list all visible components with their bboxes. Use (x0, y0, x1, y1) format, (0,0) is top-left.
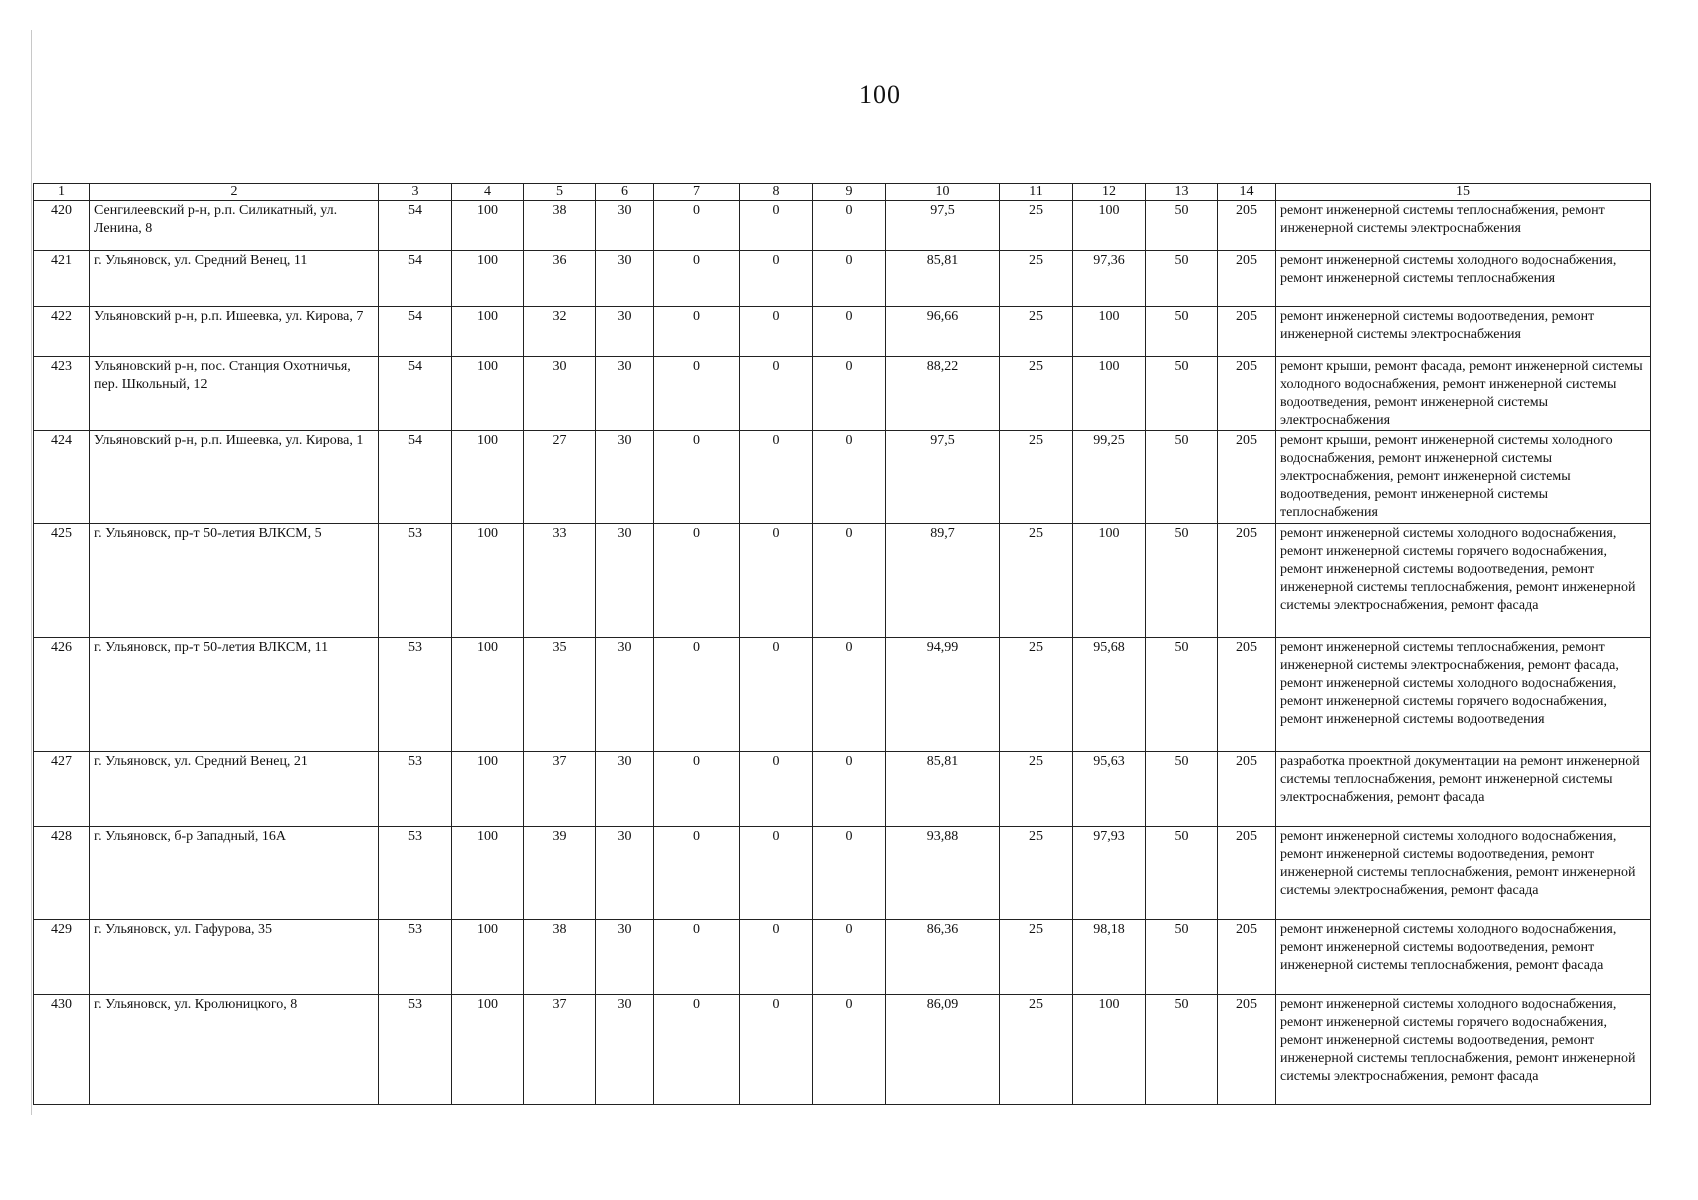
value-cell-col-9: 0 (813, 995, 886, 1105)
works-description-cell: ремонт крыши, ремонт фасада, ремонт инженерной системы холодного водоснабжения, ремонт инженерной системы водоотведения, ремонт инженерной системы электроснабжения (1276, 357, 1651, 431)
header-col-1: 1 (34, 184, 90, 201)
value-cell-col-3: 53 (379, 638, 452, 752)
value-cell-col-12: 100 (1073, 995, 1146, 1105)
value-cell-col-11: 25 (1000, 431, 1073, 524)
value-cell-col-7: 0 (654, 638, 740, 752)
value-cell-col-13: 50 (1146, 638, 1218, 752)
header-col-6: 6 (596, 184, 654, 201)
value-cell-col-14: 205 (1218, 827, 1276, 920)
value-cell-col-12: 99,25 (1073, 431, 1146, 524)
value-cell-col-13: 50 (1146, 995, 1218, 1105)
value-cell-col-9: 0 (813, 431, 886, 524)
row-number-cell: 427 (34, 752, 90, 827)
value-cell-col-5: 33 (524, 524, 596, 638)
value-cell-col-10: 88,22 (886, 357, 1000, 431)
value-cell-col-11: 25 (1000, 920, 1073, 995)
header-col-14: 14 (1218, 184, 1276, 201)
address-cell: Ульяновский р-н, р.п. Ишеевка, ул. Кирова, 1 (90, 431, 379, 524)
row-number-cell: 422 (34, 307, 90, 357)
value-cell-col-7: 0 (654, 431, 740, 524)
table-row (34, 251, 1651, 307)
value-cell-col-3: 54 (379, 431, 452, 524)
value-cell-col-7: 0 (654, 307, 740, 357)
works-description-cell: ремонт инженерной системы теплоснабжения, ремонт инженерной системы электроснабжения (1276, 201, 1651, 251)
value-cell-col-5: 38 (524, 920, 596, 995)
value-cell-col-9: 0 (813, 201, 886, 251)
address-cell: Ульяновский р-н, пос. Станция Охотничья, пер. Школьный, 12 (90, 357, 379, 431)
value-cell-col-5: 38 (524, 201, 596, 251)
value-cell-col-13: 50 (1146, 524, 1218, 638)
header-col-11: 11 (1000, 184, 1073, 201)
value-cell-col-5: 35 (524, 638, 596, 752)
value-cell-col-11: 25 (1000, 251, 1073, 307)
address-cell: г. Ульяновск, б-р Западный, 16А (90, 827, 379, 920)
value-cell-col-4: 100 (452, 431, 524, 524)
value-cell-col-8: 0 (740, 827, 813, 920)
row-number-cell: 423 (34, 357, 90, 431)
value-cell-col-6: 30 (596, 357, 654, 431)
value-cell-col-12: 95,68 (1073, 638, 1146, 752)
value-cell-col-4: 100 (452, 638, 524, 752)
value-cell-col-9: 0 (813, 920, 886, 995)
value-cell-col-6: 30 (596, 995, 654, 1105)
value-cell-col-11: 25 (1000, 995, 1073, 1105)
value-cell-col-14: 205 (1218, 357, 1276, 431)
row-number-cell: 426 (34, 638, 90, 752)
value-cell-col-6: 30 (596, 920, 654, 995)
value-cell-col-10: 97,5 (886, 201, 1000, 251)
value-cell-col-7: 0 (654, 357, 740, 431)
value-cell-col-8: 0 (740, 752, 813, 827)
value-cell-col-4: 100 (452, 752, 524, 827)
header-col-10: 10 (886, 184, 1000, 201)
value-cell-col-9: 0 (813, 251, 886, 307)
value-cell-col-9: 0 (813, 524, 886, 638)
address-cell: г. Ульяновск, ул. Средний Венец, 21 (90, 752, 379, 827)
table-row (34, 827, 1651, 920)
value-cell-col-4: 100 (452, 201, 524, 251)
value-cell-col-11: 25 (1000, 357, 1073, 431)
row-number-cell: 420 (34, 201, 90, 251)
registry-table (33, 183, 1651, 1105)
value-cell-col-14: 205 (1218, 995, 1276, 1105)
value-cell-col-11: 25 (1000, 827, 1073, 920)
value-cell-col-5: 36 (524, 251, 596, 307)
address-cell: г. Ульяновск, ул. Гафурова, 35 (90, 920, 379, 995)
value-cell-col-8: 0 (740, 431, 813, 524)
address-cell: г. Ульяновск, ул. Кролюницкого, 8 (90, 995, 379, 1105)
value-cell-col-8: 0 (740, 307, 813, 357)
value-cell-col-14: 205 (1218, 307, 1276, 357)
value-cell-col-7: 0 (654, 827, 740, 920)
value-cell-col-11: 25 (1000, 524, 1073, 638)
value-cell-col-14: 205 (1218, 201, 1276, 251)
works-description-cell: ремонт инженерной системы холодного водоснабжения, ремонт инженерной системы горячего водоснабжения, ремонт инженерной системы водоотведения, ремонт инженерной системы теплоснабжения, ремонт инженерной системы электроснабжения, ремонт фасада (1276, 995, 1651, 1105)
value-cell-col-3: 53 (379, 995, 452, 1105)
value-cell-col-5: 32 (524, 307, 596, 357)
value-cell-col-13: 50 (1146, 307, 1218, 357)
value-cell-col-8: 0 (740, 357, 813, 431)
value-cell-col-4: 100 (452, 920, 524, 995)
value-cell-col-13: 50 (1146, 752, 1218, 827)
row-number-cell: 429 (34, 920, 90, 995)
value-cell-col-8: 0 (740, 201, 813, 251)
works-description-cell: разработка проектной документации на ремонт инженерной системы теплоснабжения, ремонт инженерной системы электроснабжения, ремонт фасада (1276, 752, 1651, 827)
table-row (34, 524, 1651, 638)
value-cell-col-4: 100 (452, 357, 524, 431)
value-cell-col-13: 50 (1146, 201, 1218, 251)
row-number-cell: 425 (34, 524, 90, 638)
header-col-2: 2 (90, 184, 379, 201)
header-col-9: 9 (813, 184, 886, 201)
value-cell-col-14: 205 (1218, 638, 1276, 752)
value-cell-col-3: 54 (379, 251, 452, 307)
row-number-cell: 421 (34, 251, 90, 307)
table-row (34, 357, 1651, 431)
value-cell-col-4: 100 (452, 524, 524, 638)
value-cell-col-6: 30 (596, 524, 654, 638)
page-left-rule (31, 30, 32, 1115)
table-row (34, 201, 1651, 251)
value-cell-col-11: 25 (1000, 307, 1073, 357)
value-cell-col-5: 37 (524, 995, 596, 1105)
value-cell-col-10: 86,36 (886, 920, 1000, 995)
value-cell-col-12: 100 (1073, 307, 1146, 357)
value-cell-col-4: 100 (452, 995, 524, 1105)
value-cell-col-4: 100 (452, 307, 524, 357)
value-cell-col-14: 205 (1218, 920, 1276, 995)
works-description-cell: ремонт инженерной системы холодного водоснабжения, ремонт инженерной системы теплоснабжения (1276, 251, 1651, 307)
value-cell-col-8: 0 (740, 920, 813, 995)
table-row (34, 752, 1651, 827)
value-cell-col-13: 50 (1146, 431, 1218, 524)
value-cell-col-3: 53 (379, 920, 452, 995)
value-cell-col-10: 89,7 (886, 524, 1000, 638)
value-cell-col-4: 100 (452, 251, 524, 307)
value-cell-col-13: 50 (1146, 357, 1218, 431)
value-cell-col-10: 85,81 (886, 752, 1000, 827)
value-cell-col-9: 0 (813, 357, 886, 431)
address-cell: Ульяновский р-н, р.п. Ишеевка, ул. Кирова, 7 (90, 307, 379, 357)
value-cell-col-3: 53 (379, 827, 452, 920)
value-cell-col-3: 54 (379, 307, 452, 357)
header-col-13: 13 (1146, 184, 1218, 201)
value-cell-col-11: 25 (1000, 201, 1073, 251)
value-cell-col-11: 25 (1000, 638, 1073, 752)
header-col-4: 4 (452, 184, 524, 201)
works-description-cell: ремонт крыши, ремонт инженерной системы холодного водоснабжения, ремонт инженерной системы электроснабжения, ремонт инженерной системы водоотведения, ремонт инженерной системы теплоснабжения (1276, 431, 1651, 524)
value-cell-col-7: 0 (654, 752, 740, 827)
header-col-5: 5 (524, 184, 596, 201)
value-cell-col-3: 53 (379, 752, 452, 827)
address-cell: г. Ульяновск, пр-т 50-летия ВЛКСМ, 5 (90, 524, 379, 638)
value-cell-col-14: 205 (1218, 431, 1276, 524)
header-col-12: 12 (1073, 184, 1146, 201)
header-row (34, 184, 1651, 201)
value-cell-col-3: 53 (379, 524, 452, 638)
value-cell-col-3: 54 (379, 357, 452, 431)
value-cell-col-6: 30 (596, 752, 654, 827)
value-cell-col-10: 86,09 (886, 995, 1000, 1105)
value-cell-col-6: 30 (596, 638, 654, 752)
table-body (34, 201, 1651, 1105)
value-cell-col-9: 0 (813, 827, 886, 920)
table-row (34, 995, 1651, 1105)
address-cell: г. Ульяновск, ул. Средний Венец, 11 (90, 251, 379, 307)
value-cell-col-13: 50 (1146, 251, 1218, 307)
header-col-7: 7 (654, 184, 740, 201)
value-cell-col-6: 30 (596, 201, 654, 251)
value-cell-col-5: 27 (524, 431, 596, 524)
value-cell-col-7: 0 (654, 251, 740, 307)
table-row (34, 307, 1651, 357)
value-cell-col-6: 30 (596, 307, 654, 357)
value-cell-col-13: 50 (1146, 920, 1218, 995)
value-cell-col-3: 54 (379, 201, 452, 251)
header-col-8: 8 (740, 184, 813, 201)
value-cell-col-12: 100 (1073, 201, 1146, 251)
value-cell-col-12: 100 (1073, 524, 1146, 638)
value-cell-col-10: 96,66 (886, 307, 1000, 357)
works-description-cell: ремонт инженерной системы теплоснабжения, ремонт инженерной системы электроснабжения, ремонт фасада, ремонт инженерной системы холодного водоснабжения, ремонт инженерной системы горячего водоснабжения, ремонт инженерной системы водоотведения (1276, 638, 1651, 752)
value-cell-col-12: 97,36 (1073, 251, 1146, 307)
value-cell-col-13: 50 (1146, 827, 1218, 920)
works-description-cell: ремонт инженерной системы холодного водоснабжения, ремонт инженерной системы водоотведения, ремонт инженерной системы теплоснабжения, ремонт инженерной системы электроснабжения, ремонт фасада (1276, 827, 1651, 920)
value-cell-col-12: 97,93 (1073, 827, 1146, 920)
table-row (34, 920, 1651, 995)
value-cell-col-8: 0 (740, 995, 813, 1105)
value-cell-col-10: 93,88 (886, 827, 1000, 920)
table-header (34, 184, 1651, 201)
works-description-cell: ремонт инженерной системы холодного водоснабжения, ремонт инженерной системы водоотведения, ремонт инженерной системы теплоснабжения, ремонт фасада (1276, 920, 1651, 995)
row-number-cell: 428 (34, 827, 90, 920)
row-number-cell: 430 (34, 995, 90, 1105)
table-row (34, 638, 1651, 752)
row-number-cell: 424 (34, 431, 90, 524)
value-cell-col-6: 30 (596, 251, 654, 307)
value-cell-col-11: 25 (1000, 752, 1073, 827)
value-cell-col-12: 95,63 (1073, 752, 1146, 827)
value-cell-col-12: 100 (1073, 357, 1146, 431)
value-cell-col-5: 30 (524, 357, 596, 431)
value-cell-col-7: 0 (654, 524, 740, 638)
value-cell-col-12: 98,18 (1073, 920, 1146, 995)
works-description-cell: ремонт инженерной системы водоотведения, ремонт инженерной системы электроснабжения (1276, 307, 1651, 357)
value-cell-col-14: 205 (1218, 752, 1276, 827)
value-cell-col-8: 0 (740, 524, 813, 638)
value-cell-col-14: 205 (1218, 251, 1276, 307)
value-cell-col-5: 39 (524, 827, 596, 920)
value-cell-col-8: 0 (740, 251, 813, 307)
value-cell-col-6: 30 (596, 827, 654, 920)
address-cell: Сенгилеевский р-н, р.п. Силикатный, ул. Ленина, 8 (90, 201, 379, 251)
page-number: 100 (859, 80, 901, 109)
value-cell-col-4: 100 (452, 827, 524, 920)
value-cell-col-10: 85,81 (886, 251, 1000, 307)
value-cell-col-8: 0 (740, 638, 813, 752)
header-col-3: 3 (379, 184, 452, 201)
value-cell-col-10: 94,99 (886, 638, 1000, 752)
value-cell-col-14: 205 (1218, 524, 1276, 638)
value-cell-col-9: 0 (813, 307, 886, 357)
value-cell-col-7: 0 (654, 995, 740, 1105)
table-row (34, 431, 1651, 524)
works-description-cell: ремонт инженерной системы холодного водоснабжения, ремонт инженерной системы горячего водоснабжения, ремонт инженерной системы водоотведения, ремонт инженерной системы теплоснабжения, ремонт инженерной системы электроснабжения, ремонт фасада (1276, 524, 1651, 638)
value-cell-col-10: 97,5 (886, 431, 1000, 524)
value-cell-col-7: 0 (654, 201, 740, 251)
value-cell-col-6: 30 (596, 431, 654, 524)
value-cell-col-5: 37 (524, 752, 596, 827)
value-cell-col-7: 0 (654, 920, 740, 995)
value-cell-col-9: 0 (813, 638, 886, 752)
value-cell-col-9: 0 (813, 752, 886, 827)
header-col-15: 15 (1276, 184, 1651, 201)
address-cell: г. Ульяновск, пр-т 50-летия ВЛКСМ, 11 (90, 638, 379, 752)
